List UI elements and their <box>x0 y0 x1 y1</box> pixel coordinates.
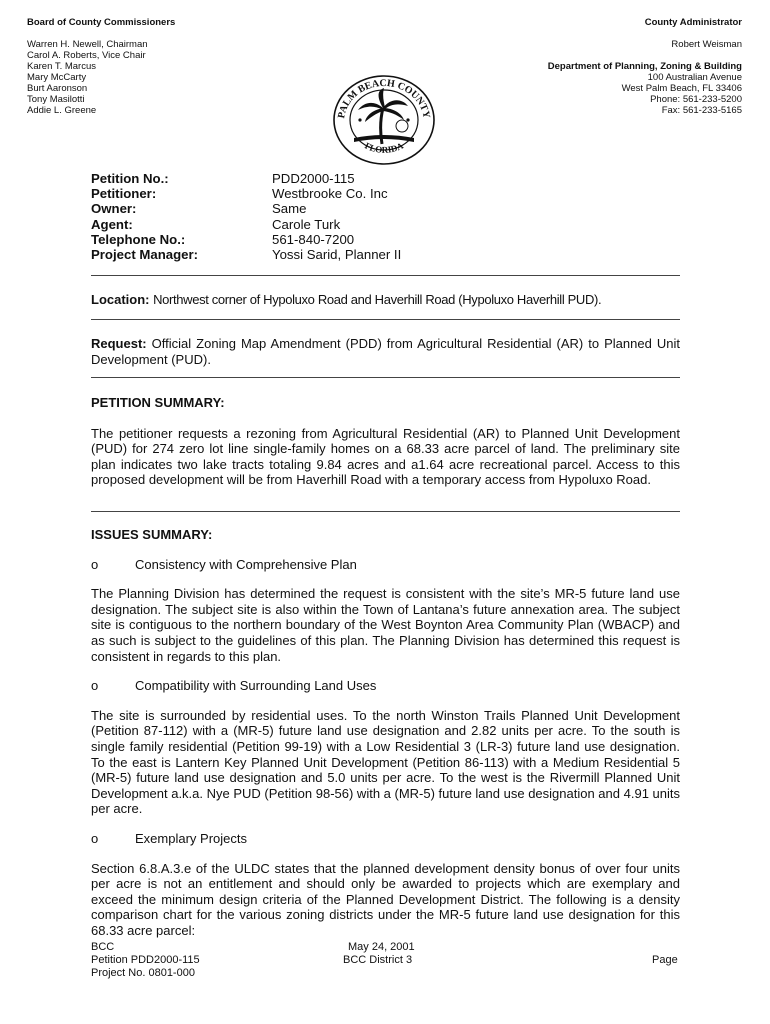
administration-block <box>548 17 742 116</box>
request-text: Official Zoning Map Amendment (PDD) from Agricultural Residential (AR) to Planned Unit Development (PUD). <box>91 336 680 367</box>
telephone-value: 561-840-7200 <box>272 231 355 247</box>
issue-text-compatibility: The site is surrounded by residential uses. To the north Winston Trails Planned Unit Development (Petition 87-112) with a (MR-5) future land use designation and 2.82 units per acre. To the south is single family residential (Petition 99-19) with a Low Residential 3 (LR-3) future land use designation. To the east is Lantern Key Planned Unit Development (Petition 86-113) with a Medium Residential 5 (MR-5) future land use designation and 5.0 units per acre. To the west is the Rivermill Planned Unit Development a.k.a. Nye PUD (Petition 98-56) with a (MR-5) future land use designation and 4.91 units per acre. <box>91 707 680 817</box>
commissioner-name: Burt Aaronson <box>27 83 88 94</box>
issues-summary-heading: ISSUES SUMMARY: <box>91 527 213 542</box>
owner-label: Owner: <box>91 201 137 217</box>
location-label: Location: <box>91 292 150 307</box>
petition-info-table <box>91 171 680 262</box>
footer-center <box>343 941 415 967</box>
request-label: Request: <box>91 336 147 351</box>
administrator-title: County Administrator <box>644 17 742 28</box>
issue-title-exemplary: Exemplary Projects <box>135 830 247 846</box>
bullet-mark: o <box>91 556 99 572</box>
phone-number: Phone: 561-233-5200 <box>650 94 742 105</box>
owner-value: Same <box>272 201 307 217</box>
petition-summary-section <box>91 395 680 488</box>
petition-number-label: Petition No.: <box>91 171 169 186</box>
agent-label: Agent: <box>91 216 133 232</box>
petition-number-value: PDD2000-115 <box>272 171 355 186</box>
footer-district: BCC District 3 <box>343 954 413 966</box>
issue-title-compatibility: Compatibility with Surrounding Land Uses <box>135 678 377 694</box>
commissioner-name: Karen T. Marcus <box>27 61 96 72</box>
issue-item-title <box>91 831 680 847</box>
divider <box>91 377 680 378</box>
svg-text:PALM BEACH COUNTY: PALM BEACH COUNTY <box>336 77 432 120</box>
bullet-mark: o <box>91 678 99 694</box>
issue-title-consistency: Consistency with Comprehensive Plan <box>135 556 357 572</box>
issue-text-consistency: The Planning Division has determined the request is consistent with the site’s MR-5 future land use designation. The subject site is also within the Town of Lantana’s future annexation area. The subject site is contiguous to the northern boundary of the West Boynton Area Community Plan (WBACP) and as such is subject to the guidelines of this plan. The Planning Division has determined this request is consistent in regards to this plan. <box>91 586 680 664</box>
divider <box>91 275 680 276</box>
commissioner-name: Warren H. Newell, Chairman <box>27 39 148 50</box>
issue-text-exemplary: Section 6.8.A.3.e of the ULDC states that the planned development density bonus of over four units per acre is not an entitlement and should only be awarded to projects which are exemplary and exceed the minimum design criteria of the Planned Development District. The following is a density comparison chart for the various zoning districts under the MR-5 future land use designation for this 68.33 acre parcel: <box>91 860 680 938</box>
footer-date: May 24, 2001 <box>348 941 415 953</box>
board-title: Board of County Commissioners <box>27 17 176 28</box>
address-line-2: West Palm Beach, FL 33406 <box>621 83 742 94</box>
issue-item-title <box>91 678 680 694</box>
project-manager-value: Yossi Sarid, Planner II <box>272 247 402 263</box>
divider <box>91 511 680 512</box>
location-paragraph <box>91 292 680 308</box>
issues-summary-section <box>91 527 680 938</box>
svg-text:FLORIDA: FLORIDA <box>363 140 405 155</box>
footer-project: Project No. 0801-000 <box>91 967 195 979</box>
commissioners-block <box>27 17 175 116</box>
address-line-1: 100 Australian Avenue <box>647 72 742 83</box>
petitioner-value: Westbrooke Co. Inc <box>272 186 388 202</box>
footer-petition: Petition PDD2000-115 <box>91 954 200 966</box>
agent-value: Carole Turk <box>272 216 341 232</box>
commissioner-name: Carol A. Roberts, Vice Chair <box>27 50 146 61</box>
administrator-name: Robert Weisman <box>671 39 742 50</box>
footer-page: Page <box>652 954 678 966</box>
footer-bcc: BCC <box>91 941 115 953</box>
commissioner-name: Tony Masilotti <box>27 94 85 105</box>
location-text: Northwest corner of Hypoluxo Road and Haverhill Road (Hypoluxo Haverhill PUD). <box>153 292 602 307</box>
bullet-mark: o <box>91 830 99 846</box>
commissioner-name: Addie L. Greene <box>27 105 97 116</box>
divider <box>91 319 680 320</box>
petition-summary-text: The petitioner requests a rezoning from Agricultural Residential (AR) to Planned Unit Development (PUD) for 274 zero lot line single-family homes on a 68.33 acre parcel of land. The preliminary site plan indicates two lake tracts totaling 9.84 acres and a1.64 acre recreational parcel. Access to this proposed development will be from Haverhill Road with a temporary access from Hypoluxo Road. <box>91 425 680 488</box>
project-manager-label: Project Manager: <box>91 247 198 263</box>
fax-number: Fax: 561-233-5165 <box>661 105 742 116</box>
petitioner-label: Petitioner: <box>91 186 157 202</box>
commissioner-name: Mary McCarty <box>27 72 87 83</box>
request-paragraph <box>91 336 680 367</box>
footer-left <box>91 941 200 980</box>
county-seal-logo <box>330 74 438 166</box>
issue-item-title <box>91 557 680 573</box>
department-name: Department of Planning, Zoning & Building <box>547 61 742 72</box>
telephone-label: Telephone No.: <box>91 231 186 247</box>
petition-summary-heading: PETITION SUMMARY: <box>91 395 225 410</box>
